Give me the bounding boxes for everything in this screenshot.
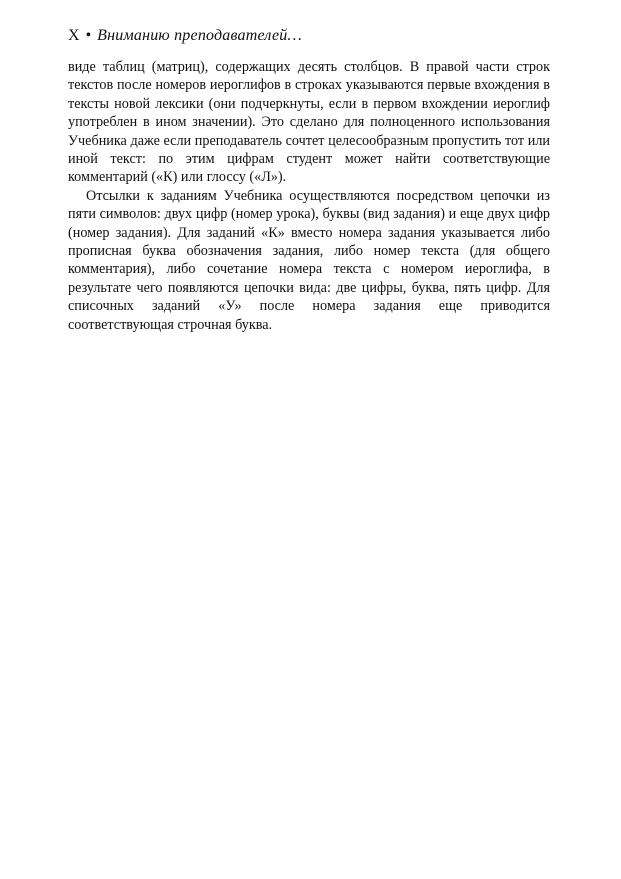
body-text: [68, 58, 550, 334]
paragraph-task-references: Отсылки к заданиям Учебника осуществляются посредством цепочки из пяти символов: двух цифр (номер урока), буквы (вид задания) и еще двух цифр (номер задания). Для заданий «К» вместо номера задания указывается либо прописная буква обозначения задания, либо номер текста (для общего комментария), либо сочетание номера текста с номером иероглифа, в результате чего появляются цепочки вида: две цифры, буква, пять цифр. Для списочных заданий «У» после номера задания еще приводится соответствующая строчная буква.: [68, 187, 550, 333]
bullet-separator: •: [85, 27, 92, 44]
running-head-title: Вниманию преподавателей…: [97, 27, 302, 44]
running-head: [68, 26, 558, 46]
page-number: X: [68, 27, 80, 44]
paragraph-continuation: виде таблиц (матриц), содержащих десять столбцов. В правой части строк текстов после номеров иероглифов в строках указываются первые вхождения в тексты новой лексики (они подчеркнуты, если в первом вхождении иероглиф употреблен в ином значении). Это сделано для полноценного использования Учебника даже если преподаватель сочтет целесообразным пропустить тот или иной текст: по этим цифрам студент может найти соответствующие комментарий («К) или глоссу («Л»).: [68, 59, 550, 186]
